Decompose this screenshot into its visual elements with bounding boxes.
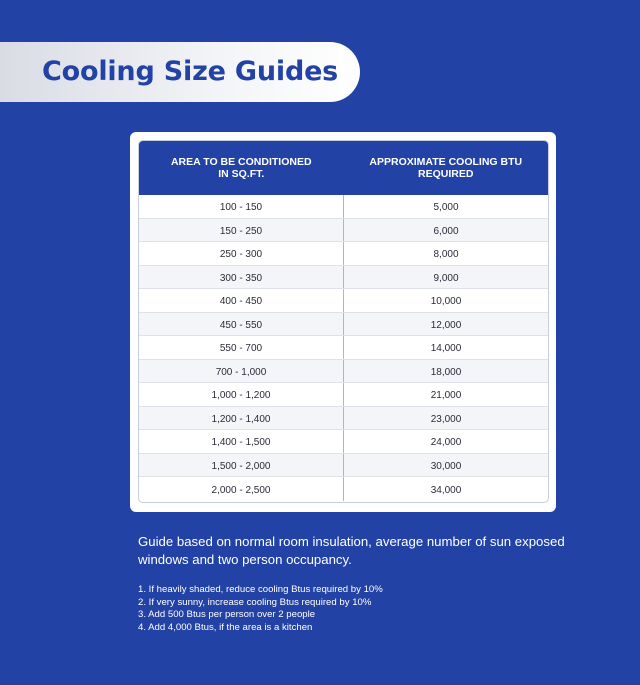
- adjustment-item: 4. Add 4,000 Btus, if the area is a kitchen: [138, 621, 313, 633]
- btu-cell: 10,000: [430, 296, 462, 308]
- adjustment-item: 2. If very sunny, increase cooling Btus required by 10%: [138, 596, 372, 608]
- btu-cell: 21,000: [430, 390, 462, 402]
- table-row: [139, 360, 548, 384]
- title-banner: [0, 42, 360, 102]
- table-row: [139, 430, 548, 454]
- area-cell: 250 - 300: [139, 242, 344, 265]
- guide-card: [130, 132, 556, 512]
- area-cell: 1,000 - 1,200: [139, 383, 344, 406]
- btu-cell: 9,000: [433, 272, 459, 284]
- area-cell: 100 - 150: [139, 195, 344, 218]
- adjustment-item: 1. If heavily shaded, reduce cooling Btus required by 10%: [138, 584, 383, 595]
- table-row: [139, 313, 548, 337]
- area-cell: 1,500 - 2,000: [139, 454, 344, 477]
- area-cell: 400 - 450: [139, 289, 344, 312]
- table-row: [139, 407, 548, 431]
- adjustment-item: 3. Add 500 Btus per person over 2 people: [138, 609, 316, 621]
- area-cell: 1,200 - 1,400: [139, 407, 344, 430]
- btu-cell: 5,000: [433, 202, 459, 214]
- table-row: [139, 195, 548, 219]
- area-cell: 700 - 1,000: [139, 360, 344, 383]
- header-btu: APPROXIMATE COOLING BTU REQUIRED: [369, 155, 523, 180]
- area-cell: 150 - 250: [139, 219, 344, 242]
- table-header: [139, 141, 548, 195]
- btu-cell: 34,000: [430, 484, 462, 496]
- btu-cell: 14,000: [430, 343, 462, 355]
- table-row: [139, 219, 548, 243]
- table-row: [139, 242, 548, 266]
- btu-cell: 12,000: [430, 319, 462, 331]
- page-title: Cooling Size Guides: [42, 56, 339, 87]
- header-area: AREA TO BE CONDITIONED IN SQ.FT.: [170, 155, 312, 180]
- table-row: [139, 289, 548, 313]
- adjustment-list: [138, 584, 383, 634]
- table-row: [139, 383, 548, 407]
- btu-cell: 24,000: [430, 437, 462, 449]
- table-row: [139, 477, 548, 501]
- area-cell: 300 - 350: [139, 266, 344, 289]
- table-row: [139, 454, 548, 478]
- area-cell: 2,000 - 2,500: [139, 477, 344, 501]
- table-body: [139, 195, 548, 501]
- table-row: [139, 336, 548, 360]
- area-cell: 450 - 550: [139, 313, 344, 336]
- btu-cell: 6,000: [433, 225, 459, 237]
- area-cell: 1,400 - 1,500: [139, 430, 344, 453]
- cooling-table: [138, 140, 549, 503]
- btu-cell: 23,000: [430, 413, 462, 425]
- area-cell: 550 - 700: [139, 336, 344, 359]
- guide-note: Guide based on normal room insulation, average number of sun exposed windows and two person occupancy.: [138, 534, 565, 567]
- btu-cell: 8,000: [433, 249, 459, 261]
- table-row: [139, 266, 548, 290]
- btu-cell: 30,000: [430, 460, 462, 472]
- btu-cell: 18,000: [430, 366, 462, 378]
